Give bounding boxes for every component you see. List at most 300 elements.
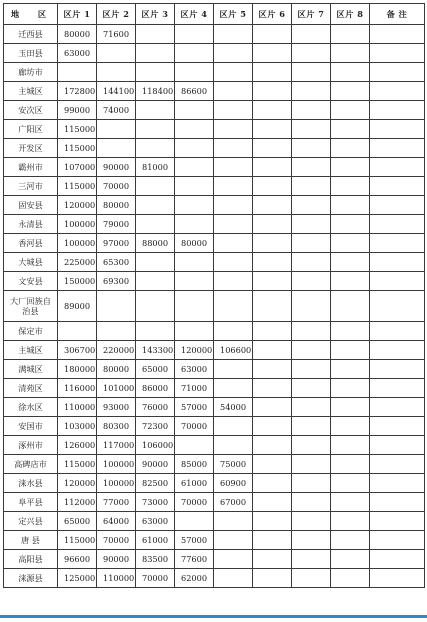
- zone-2-value-cell: [97, 63, 136, 82]
- zone-8-value-cell: [331, 398, 370, 417]
- note-cell: [370, 139, 425, 158]
- zone-5-value-cell: [214, 272, 253, 291]
- zone-6-value-cell: [253, 44, 292, 63]
- zone-8-value-cell: [331, 158, 370, 177]
- zone-1-value-cell: 180000: [58, 360, 97, 379]
- zone-8-value-cell: [331, 550, 370, 569]
- region-name-cell: 文安县: [4, 272, 58, 291]
- zone-2-value-cell: [97, 291, 136, 322]
- zone-7-value-cell: [292, 63, 331, 82]
- zone-4-value-cell: 62000: [175, 569, 214, 588]
- zone-4-value-cell: [175, 215, 214, 234]
- table-row: [4, 398, 425, 417]
- zone-3-value-cell: 118400: [136, 82, 175, 101]
- zone-7-value-cell: [292, 253, 331, 272]
- zone-4-value-cell: [175, 322, 214, 341]
- zone-6-value-cell: [253, 196, 292, 215]
- region-name-cell: 固安县: [4, 196, 58, 215]
- zone-8-value-cell: [331, 272, 370, 291]
- zone-5-value-cell: [214, 234, 253, 253]
- note-cell: [370, 291, 425, 322]
- zone-6-value-cell: [253, 234, 292, 253]
- zone-5-value-cell: [214, 360, 253, 379]
- zone-6-value-cell: [253, 569, 292, 588]
- zone-1-value-cell: 115000: [58, 120, 97, 139]
- table-row: [4, 215, 425, 234]
- zone-6-value-cell: [253, 474, 292, 493]
- table-body: [4, 25, 425, 588]
- table-row: [4, 63, 425, 82]
- zone-7-value-cell: [292, 82, 331, 101]
- note-cell: [370, 531, 425, 550]
- zone-3-value-cell: [136, 215, 175, 234]
- zone-5-value-cell: [214, 291, 253, 322]
- zone-4-value-cell: [175, 158, 214, 177]
- zone-6-value-cell: [253, 455, 292, 474]
- zone-2-value-cell: 144100: [97, 82, 136, 101]
- zone-3-value-cell: [136, 120, 175, 139]
- zone-4-value-cell: [175, 120, 214, 139]
- zone-6-value-cell: [253, 215, 292, 234]
- zone-6-value-cell: [253, 291, 292, 322]
- zone-1-value-cell: 225000: [58, 253, 97, 272]
- zone-4-value-cell: 70000: [175, 493, 214, 512]
- zone-1-value-cell: 100000: [58, 215, 97, 234]
- note-cell: [370, 436, 425, 455]
- region-name-cell: 广阳区: [4, 120, 58, 139]
- table-header-row: [4, 4, 425, 25]
- zone-4-value-cell: 57000: [175, 531, 214, 550]
- zone-6-value-cell: [253, 436, 292, 455]
- zone-7-value-cell: [292, 341, 331, 360]
- land-price-table: [3, 3, 425, 588]
- note-cell: [370, 493, 425, 512]
- zone-6-value-cell: [253, 417, 292, 436]
- note-cell: [370, 25, 425, 44]
- zone-7-value-cell: [292, 158, 331, 177]
- zone-7-value-cell: [292, 569, 331, 588]
- note-cell: [370, 44, 425, 63]
- table-row: [4, 493, 425, 512]
- region-name-cell: 定兴县: [4, 512, 58, 531]
- zone-5-value-cell: [214, 417, 253, 436]
- zone-2-value-cell: 220000: [97, 341, 136, 360]
- zone-5-value-cell: [214, 177, 253, 196]
- note-cell: [370, 272, 425, 291]
- zone-2-value-cell: 117000: [97, 436, 136, 455]
- zone-1-value-cell: 115000: [58, 177, 97, 196]
- header-region: 地 区: [4, 4, 58, 25]
- zone-7-value-cell: [292, 25, 331, 44]
- zone-6-value-cell: [253, 550, 292, 569]
- table-row: [4, 139, 425, 158]
- table-row: [4, 512, 425, 531]
- zone-2-value-cell: [97, 44, 136, 63]
- zone-5-value-cell: [214, 531, 253, 550]
- note-cell: [370, 512, 425, 531]
- table-row: [4, 25, 425, 44]
- table-row: [4, 196, 425, 215]
- zone-3-value-cell: [136, 44, 175, 63]
- zone-8-value-cell: [331, 196, 370, 215]
- zone-3-value-cell: [136, 25, 175, 44]
- table-row: [4, 253, 425, 272]
- zone-1-value-cell: [58, 322, 97, 341]
- table-row: [4, 120, 425, 139]
- region-name-cell: 大城县: [4, 253, 58, 272]
- zone-2-value-cell: [97, 139, 136, 158]
- table-row: [4, 569, 425, 588]
- zone-8-value-cell: [331, 177, 370, 196]
- header-zone-4: 区片 4: [175, 4, 214, 25]
- zone-1-value-cell: [58, 63, 97, 82]
- table-row: [4, 272, 425, 291]
- zone-8-value-cell: [331, 101, 370, 120]
- zone-3-value-cell: 73000: [136, 493, 175, 512]
- region-name-cell: 开发区: [4, 139, 58, 158]
- zone-6-value-cell: [253, 322, 292, 341]
- note-cell: [370, 322, 425, 341]
- zone-7-value-cell: [292, 436, 331, 455]
- zone-8-value-cell: [331, 493, 370, 512]
- zone-2-value-cell: 93000: [97, 398, 136, 417]
- zone-4-value-cell: [175, 44, 214, 63]
- region-name-cell: 清苑区: [4, 379, 58, 398]
- zone-1-value-cell: 120000: [58, 474, 97, 493]
- zone-5-value-cell: [214, 63, 253, 82]
- zone-5-value-cell: [214, 569, 253, 588]
- zone-3-value-cell: [136, 322, 175, 341]
- zone-4-value-cell: [175, 63, 214, 82]
- zone-7-value-cell: [292, 550, 331, 569]
- zone-5-value-cell: 60900: [214, 474, 253, 493]
- zone-5-value-cell: [214, 322, 253, 341]
- zone-5-value-cell: 75000: [214, 455, 253, 474]
- note-cell: [370, 101, 425, 120]
- table-row: [4, 101, 425, 120]
- zone-2-value-cell: 77000: [97, 493, 136, 512]
- zone-1-value-cell: 80000: [58, 25, 97, 44]
- zone-3-value-cell: 90000: [136, 455, 175, 474]
- zone-3-value-cell: 72300: [136, 417, 175, 436]
- zone-5-value-cell: [214, 215, 253, 234]
- zone-1-value-cell: 116000: [58, 379, 97, 398]
- region-name-cell: 阜平县: [4, 493, 58, 512]
- zone-1-value-cell: 100000: [58, 234, 97, 253]
- zone-4-value-cell: [175, 101, 214, 120]
- region-name-cell: 廊坊市: [4, 63, 58, 82]
- zone-4-value-cell: 71000: [175, 379, 214, 398]
- zone-5-value-cell: [214, 158, 253, 177]
- zone-3-value-cell: 63000: [136, 512, 175, 531]
- note-cell: [370, 158, 425, 177]
- zone-4-value-cell: 57000: [175, 398, 214, 417]
- zone-6-value-cell: [253, 379, 292, 398]
- zone-3-value-cell: 82500: [136, 474, 175, 493]
- region-name-cell: 满城区: [4, 360, 58, 379]
- zone-8-value-cell: [331, 215, 370, 234]
- zone-4-value-cell: [175, 436, 214, 455]
- zone-2-value-cell: 80000: [97, 196, 136, 215]
- zone-1-value-cell: 172800: [58, 82, 97, 101]
- zone-6-value-cell: [253, 272, 292, 291]
- zone-7-value-cell: [292, 417, 331, 436]
- zone-3-value-cell: 76000: [136, 398, 175, 417]
- zone-8-value-cell: [331, 253, 370, 272]
- zone-8-value-cell: [331, 512, 370, 531]
- region-name-cell: 安次区: [4, 101, 58, 120]
- zone-7-value-cell: [292, 177, 331, 196]
- region-name-cell: 唐 县: [4, 531, 58, 550]
- zone-7-value-cell: [292, 215, 331, 234]
- table-row: [4, 322, 425, 341]
- note-cell: [370, 474, 425, 493]
- zone-1-value-cell: 63000: [58, 44, 97, 63]
- zone-4-value-cell: 63000: [175, 360, 214, 379]
- zone-3-value-cell: 65000: [136, 360, 175, 379]
- zone-1-value-cell: 115000: [58, 139, 97, 158]
- zone-7-value-cell: [292, 291, 331, 322]
- zone-7-value-cell: [292, 196, 331, 215]
- zone-2-value-cell: 100000: [97, 474, 136, 493]
- zone-7-value-cell: [292, 272, 331, 291]
- zone-5-value-cell: [214, 82, 253, 101]
- zone-6-value-cell: [253, 360, 292, 379]
- table-row: [4, 531, 425, 550]
- zone-4-value-cell: 85000: [175, 455, 214, 474]
- zone-4-value-cell: 120000: [175, 341, 214, 360]
- zone-3-value-cell: [136, 291, 175, 322]
- zone-3-value-cell: [136, 101, 175, 120]
- note-cell: [370, 63, 425, 82]
- zone-3-value-cell: 81000: [136, 158, 175, 177]
- zone-6-value-cell: [253, 177, 292, 196]
- note-cell: [370, 398, 425, 417]
- zone-3-value-cell: [136, 63, 175, 82]
- zone-8-value-cell: [331, 139, 370, 158]
- zone-8-value-cell: [331, 474, 370, 493]
- zone-7-value-cell: [292, 493, 331, 512]
- region-name-cell: 涞源县: [4, 569, 58, 588]
- zone-5-value-cell: [214, 196, 253, 215]
- zone-4-value-cell: 70000: [175, 417, 214, 436]
- region-name-cell: 高碑店市: [4, 455, 58, 474]
- table-row: [4, 234, 425, 253]
- zone-1-value-cell: 120000: [58, 196, 97, 215]
- zone-6-value-cell: [253, 493, 292, 512]
- table-row: [4, 436, 425, 455]
- zone-8-value-cell: [331, 569, 370, 588]
- note-cell: [370, 455, 425, 474]
- region-name-cell: 涞水县: [4, 474, 58, 493]
- zone-5-value-cell: [214, 550, 253, 569]
- zone-1-value-cell: 103000: [58, 417, 97, 436]
- zone-3-value-cell: 61000: [136, 531, 175, 550]
- zone-1-value-cell: 110000: [58, 398, 97, 417]
- zone-3-value-cell: [136, 177, 175, 196]
- zone-1-value-cell: 306700: [58, 341, 97, 360]
- zone-4-value-cell: 86600: [175, 82, 214, 101]
- zone-8-value-cell: [331, 379, 370, 398]
- region-name-cell: 主城区: [4, 341, 58, 360]
- zone-1-value-cell: 99000: [58, 101, 97, 120]
- zone-2-value-cell: 80000: [97, 360, 136, 379]
- zone-2-value-cell: [97, 322, 136, 341]
- zone-8-value-cell: [331, 436, 370, 455]
- note-cell: [370, 196, 425, 215]
- note-cell: [370, 234, 425, 253]
- zone-5-value-cell: [214, 512, 253, 531]
- zone-2-value-cell: 110000: [97, 569, 136, 588]
- zone-5-value-cell: [214, 120, 253, 139]
- zone-2-value-cell: 71600: [97, 25, 136, 44]
- zone-6-value-cell: [253, 139, 292, 158]
- zone-7-value-cell: [292, 474, 331, 493]
- zone-8-value-cell: [331, 322, 370, 341]
- zone-8-value-cell: [331, 531, 370, 550]
- zone-6-value-cell: [253, 101, 292, 120]
- zone-4-value-cell: [175, 272, 214, 291]
- zone-6-value-cell: [253, 120, 292, 139]
- zone-1-value-cell: 115000: [58, 455, 97, 474]
- region-name-cell: 香河县: [4, 234, 58, 253]
- zone-2-value-cell: 97000: [97, 234, 136, 253]
- zone-3-value-cell: 86000: [136, 379, 175, 398]
- zone-6-value-cell: [253, 158, 292, 177]
- zone-5-value-cell: [214, 436, 253, 455]
- zone-3-value-cell: [136, 272, 175, 291]
- table-row: [4, 158, 425, 177]
- zone-8-value-cell: [331, 44, 370, 63]
- zone-8-value-cell: [331, 234, 370, 253]
- region-name-cell: 安国市: [4, 417, 58, 436]
- zone-6-value-cell: [253, 63, 292, 82]
- header-zone-1: 区片 1: [58, 4, 97, 25]
- zone-8-value-cell: [331, 82, 370, 101]
- region-name-cell: 三河市: [4, 177, 58, 196]
- zone-3-value-cell: 143300: [136, 341, 175, 360]
- note-cell: [370, 82, 425, 101]
- zone-7-value-cell: [292, 512, 331, 531]
- zone-2-value-cell: 101000: [97, 379, 136, 398]
- table-row: [4, 177, 425, 196]
- region-name-cell: 涿州市: [4, 436, 58, 455]
- header-zone-3: 区片 3: [136, 4, 175, 25]
- note-cell: [370, 215, 425, 234]
- zone-5-value-cell: 54000: [214, 398, 253, 417]
- zone-8-value-cell: [331, 25, 370, 44]
- zone-7-value-cell: [292, 120, 331, 139]
- zone-6-value-cell: [253, 25, 292, 44]
- zone-6-value-cell: [253, 512, 292, 531]
- zone-4-value-cell: [175, 196, 214, 215]
- region-name-cell: 迁西县: [4, 25, 58, 44]
- note-cell: [370, 379, 425, 398]
- zone-8-value-cell: [331, 120, 370, 139]
- header-zone-7: 区片 7: [292, 4, 331, 25]
- zone-7-value-cell: [292, 234, 331, 253]
- zone-7-value-cell: [292, 531, 331, 550]
- header-zone-8: 区片 8: [331, 4, 370, 25]
- zone-2-value-cell: 74000: [97, 101, 136, 120]
- zone-1-value-cell: 89000: [58, 291, 97, 322]
- zone-3-value-cell: [136, 139, 175, 158]
- zone-6-value-cell: [253, 253, 292, 272]
- zone-5-value-cell: 106600: [214, 341, 253, 360]
- zone-5-value-cell: [214, 379, 253, 398]
- note-cell: [370, 569, 425, 588]
- zone-4-value-cell: [175, 177, 214, 196]
- zone-3-value-cell: 83500: [136, 550, 175, 569]
- zone-2-value-cell: 70000: [97, 531, 136, 550]
- zone-3-value-cell: 70000: [136, 569, 175, 588]
- zone-5-value-cell: [214, 44, 253, 63]
- zone-2-value-cell: 64000: [97, 512, 136, 531]
- region-name-cell: 大厂回族自治县: [4, 291, 58, 322]
- zone-6-value-cell: [253, 531, 292, 550]
- table-row: [4, 379, 425, 398]
- zone-5-value-cell: 67000: [214, 493, 253, 512]
- zone-4-value-cell: [175, 25, 214, 44]
- header-zone-6: 区片 6: [253, 4, 292, 25]
- zone-8-value-cell: [331, 417, 370, 436]
- zone-2-value-cell: 90000: [97, 158, 136, 177]
- region-name-cell: 高阳县: [4, 550, 58, 569]
- zone-7-value-cell: [292, 398, 331, 417]
- zone-2-value-cell: 65300: [97, 253, 136, 272]
- table-row: [4, 474, 425, 493]
- zone-4-value-cell: 80000: [175, 234, 214, 253]
- zone-3-value-cell: 106000: [136, 436, 175, 455]
- zone-3-value-cell: [136, 196, 175, 215]
- region-name-cell: 主城区: [4, 82, 58, 101]
- zone-8-value-cell: [331, 63, 370, 82]
- zone-4-value-cell: [175, 512, 214, 531]
- header-zone-5: 区片 5: [214, 4, 253, 25]
- zone-2-value-cell: 90000: [97, 550, 136, 569]
- region-name-cell: 永清县: [4, 215, 58, 234]
- header-note: 备 注: [370, 4, 425, 25]
- zone-2-value-cell: 80300: [97, 417, 136, 436]
- zone-8-value-cell: [331, 455, 370, 474]
- zone-5-value-cell: [214, 139, 253, 158]
- zone-2-value-cell: 79000: [97, 215, 136, 234]
- zone-4-value-cell: [175, 139, 214, 158]
- note-cell: [370, 360, 425, 379]
- zone-1-value-cell: 126000: [58, 436, 97, 455]
- table-row: [4, 291, 425, 322]
- zone-7-value-cell: [292, 455, 331, 474]
- zone-6-value-cell: [253, 82, 292, 101]
- table-row: [4, 82, 425, 101]
- zone-2-value-cell: [97, 120, 136, 139]
- zone-5-value-cell: [214, 253, 253, 272]
- note-cell: [370, 120, 425, 139]
- header-zone-2: 区片 2: [97, 4, 136, 25]
- table-row: [4, 360, 425, 379]
- zone-4-value-cell: 61000: [175, 474, 214, 493]
- table-row: [4, 550, 425, 569]
- zone-1-value-cell: 112000: [58, 493, 97, 512]
- zone-6-value-cell: [253, 341, 292, 360]
- zone-2-value-cell: 69300: [97, 272, 136, 291]
- region-name-cell: 保定市: [4, 322, 58, 341]
- zone-7-value-cell: [292, 379, 331, 398]
- note-cell: [370, 550, 425, 569]
- footer-rule: [0, 615, 427, 618]
- zone-7-value-cell: [292, 139, 331, 158]
- zone-3-value-cell: 88000: [136, 234, 175, 253]
